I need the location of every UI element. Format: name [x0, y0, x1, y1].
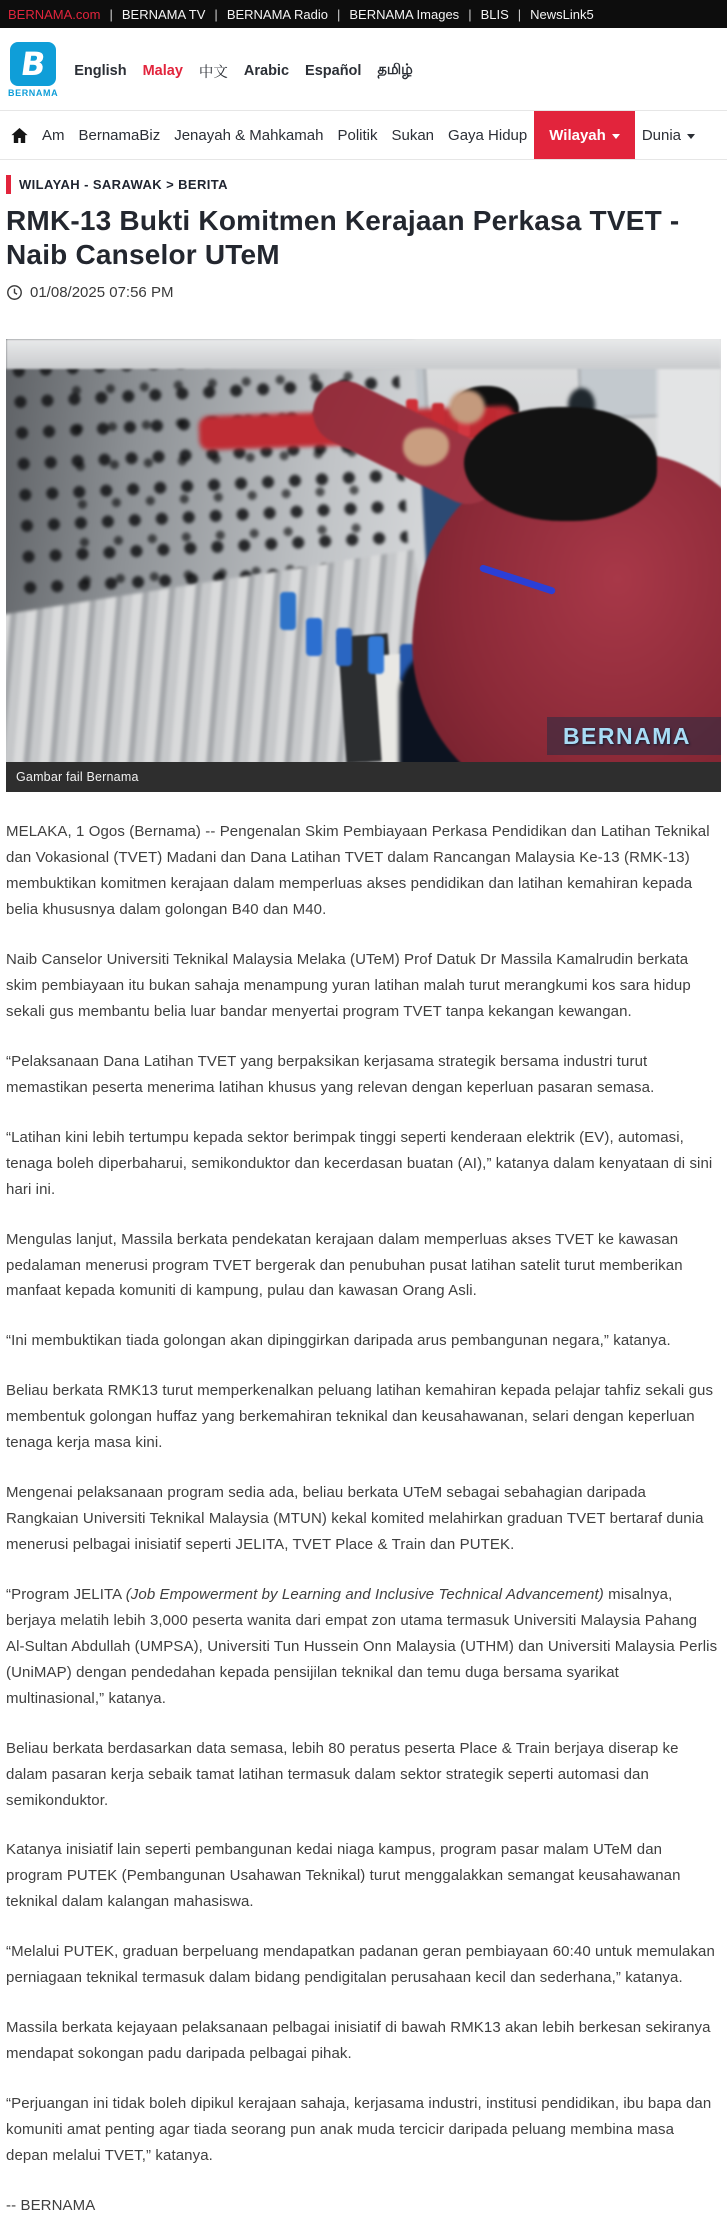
main-nav: [0, 110, 727, 160]
nav-item-label: Wilayah: [549, 126, 606, 144]
photo-student-hair: [464, 407, 657, 521]
article-paragraph: [6, 819, 718, 923]
logo-wordmark: BERNAMA: [8, 88, 59, 98]
nav-item-label: Politik: [337, 126, 378, 144]
chevron-down-icon: [612, 134, 620, 139]
topbar-link-newslink5[interactable]: NewsLink5: [530, 6, 594, 22]
article-paragraph: [6, 2015, 718, 2067]
article-paragraph: [6, 1480, 718, 1558]
article-paragraph: [6, 1837, 718, 1915]
language-option[interactable]: Malay: [142, 63, 183, 79]
topbar-link-bernama-com[interactable]: BERNAMA.com: [8, 6, 101, 22]
topbar-separator: |: [517, 6, 522, 22]
article-paragraph: [6, 1125, 718, 1203]
chevron-down-icon: [687, 134, 695, 139]
language-option[interactable]: English: [74, 63, 127, 79]
language-option[interactable]: Español: [305, 63, 362, 79]
paragraph-text: Katanya inisiatif lain seperti pembangunan kedai niaga kampus, program pasar malam UTeM dan program PUTEK (Pembangunan Usahawan Teknikal) turut menggalakkan semangat keusahawanan teknikal dalam kalangan mahasiswa.: [6, 1841, 681, 1911]
nav-item-label: Dunia: [641, 126, 682, 144]
language-option[interactable]: 中文: [198, 64, 228, 81]
photo-watermark-band: [547, 717, 721, 755]
nav-item-bernamabiz[interactable]: [72, 111, 168, 159]
topbar-link-bernama-radio[interactable]: BERNAMA Radio: [226, 6, 328, 22]
bernama-logo-icon: [10, 42, 56, 86]
topbar-link-blis[interactable]: BLIS: [480, 6, 509, 22]
paragraph-text: “Program JELITA: [6, 1585, 126, 1603]
paragraph-text: Naib Canselor Universiti Teknikal Malaysia Melaka (UTeM) Prof Datuk Dr Massila Kamalrudin berkata skim pembiayaan itu bukan sahaja menampung yuran latihan malah turut merangkumi kos sara hidup sekali gus membantu belia luar bandar menyertai program TVET tanpa kekangan kewangan.: [6, 951, 691, 1020]
breadcrumb-accent-bar: [6, 175, 11, 194]
nav-item-label: Sukan: [391, 126, 435, 144]
photo-student-hand: [449, 390, 485, 424]
bernama-watermark: BERNAMA: [562, 722, 691, 749]
paragraph-text: Beliau berkata berdasarkan data semasa, lebih 80 peratus peserta Place & Train berjaya diserap ke dalam pasaran kerja sebaik tamat latihan termasuk dalam sektor strategik seperti automasi dan semikonduktor.: [6, 1739, 679, 1809]
nav-item-label: Am: [42, 126, 65, 144]
article-paragraph: [6, 1378, 718, 1456]
article-paragraph: [6, 947, 718, 1025]
publish-datetime: 01/08/2025 07:56 PM: [30, 284, 174, 302]
paragraph-text: (Job Empowerment by Learning and Inclusive Technical Advancement): [125, 1585, 604, 1603]
language-list: [74, 61, 413, 82]
topbar-separator: |: [214, 6, 218, 22]
photo-panel-frame: [6, 339, 721, 369]
article: [0, 175, 727, 2219]
article-paragraph: [6, 1049, 718, 1101]
language-option[interactable]: Arabic: [243, 63, 290, 79]
photo-blue-connectors: [306, 618, 322, 656]
home-icon: [10, 126, 29, 145]
page-title: RMK-13 Bukti Komitmen Kerajaan Perkasa TVET - Naib Canselor UTeM: [6, 205, 680, 271]
topbar-link-bernama-tv[interactable]: BERNAMA TV: [121, 6, 206, 22]
nav-item-dunia[interactable]: [635, 111, 702, 159]
article-paragraph: [6, 1227, 718, 1305]
article-paragraph: [6, 1328, 718, 1354]
topbar-separator: |: [336, 6, 341, 22]
paragraph-text: -- BERNAMA: [6, 2196, 96, 2214]
bernama-logo[interactable]: [8, 42, 58, 98]
nav-item-label: Gaya Hidup: [448, 126, 528, 144]
nav-item-gaya-hidup[interactable]: [441, 111, 534, 159]
clock-icon: [6, 284, 23, 301]
breadcrumb[interactable]: WILAYAH - SARAWAK > BERITA: [19, 177, 228, 192]
article-body: [6, 792, 721, 2218]
logo-letter: B: [18, 45, 48, 83]
paragraph-text: misalnya, berjaya melatih lebih 3,000 peserta wanita dari empat zon utama termasuk Universiti Malaysia Pahang Al-Sultan Abdullah (UMPSA), Universiti Tun Hussein Onn Malaysia (UTHM) dan Universiti Malaysia Perlis (UniMAP) dengan pendedahan kepada pensijilan teknikal dan temu duga bersama syarikat multinasional,” katanya.: [6, 1585, 718, 1707]
publish-date-row: [6, 284, 721, 301]
photo-caption: Gambar fail Bernama: [6, 762, 721, 792]
topbar-separator: |: [468, 6, 472, 22]
nav-item-sukan[interactable]: [384, 111, 441, 159]
nav-item-label: Jenayah & Mahkamah: [174, 126, 324, 144]
top-sites-bar: [0, 0, 727, 28]
breadcrumb-row: [6, 175, 721, 194]
article-paragraph: [6, 2091, 718, 2169]
paragraph-text: Beliau berkata RMK13 turut memperkenalkan peluang latihan kemahiran kepada pelajar tahfiz sekali gus membentuk golongan huffaz yang berkemahiran teknikal dan keusahawanan, selari dengan keperluan tenaga kerja masa kini.: [6, 1382, 714, 1452]
nav-item-politik[interactable]: [330, 111, 384, 159]
article-signoff: [6, 2193, 718, 2219]
nav-item-label: BernamaBiz: [78, 126, 161, 144]
paragraph-text: MELAKA, 1 Ogos (Bernama) -- Pengenalan Skim Pembiayaan Perkasa Pendidikan dan Latihan Teknikal dan Vokasional (TVET) Madani dan Dana Latihan TVET dalam Rancangan Malaysia Ke-13 (RMK-13) membuktikan komitmen kerajaan dalam memperluas akses pendidikan dan latihan kemahiran kepada belia khususnya dalam golongan B40 dan M40.: [6, 823, 710, 919]
site-header: [0, 28, 727, 110]
article-paragraph: [6, 1582, 718, 1712]
paragraph-text: “Perjuangan ini tidak boleh dipikul kerajaan sahaja, kerjasama industri, institusi pendidikan, ibu bapa dan komuniti amat penting agar tiada seorang pun anak muda tercicir daripada peluang membina masa depan melalui TVET,” katanya.: [6, 2095, 712, 2164]
nav-home[interactable]: [6, 111, 35, 159]
paragraph-text: “Melalui PUTEK, graduan berpeluang mendapatkan padanan geran pembiayaan 60:40 untuk memulakan perniagaan teknikal termasuk dalam bidang pendigitalan perusahaan kecil dan sederhana,” katanya.: [6, 1943, 715, 1987]
paragraph-text: “Ini membuktikan tiada golongan akan dipinggirkan daripada arus pembangunan negara,” katanya.: [6, 1332, 671, 1350]
paragraph-text: “Pelaksanaan Dana Latihan TVET yang berpaksikan kerjasama strategik bersama industri turut memastikan peserta menerima latihan khusus yang relevan dengan keperluan pasaran semasa.: [6, 1052, 655, 1096]
article-paragraph: [6, 1939, 718, 1991]
paragraph-text: Massila berkata kejayaan pelaksanaan pelbagai inisiatif di bawah RMK13 akan lebih berkesan sekiranya mendapat sokongan padu daripada pelbagai pihak.: [6, 2019, 711, 2063]
paragraph-text: Mengulas lanjut, Massila berkata pendekatan kerajaan dalam memperluas akses TVET ke kawasan pedalaman menerusi program TVET bergerak dan penubuhan pusat latihan satelit turut memberikan manfaat kepada komuniti di kampung, pulau dan kawasan Orang Asli.: [6, 1230, 683, 1300]
nav-item-jenayah-mahkamah[interactable]: [167, 111, 330, 159]
topbar-link-bernama-images[interactable]: BERNAMA Images: [349, 6, 460, 22]
language-option[interactable]: தமிழ்: [377, 62, 413, 78]
nav-item-am[interactable]: [35, 111, 72, 159]
topbar-separator: |: [109, 6, 113, 22]
nav-item-wilayah[interactable]: [534, 111, 635, 159]
paragraph-text: Mengenai pelaksanaan program sedia ada, beliau berkata UTeM sebagai sebahagian daripada Rangkaian Universiti Teknikal Malaysia (MTUN) kekal komited melahirkan graduan TVET bertaraf dunia menerusi pelbagai inisiatif seperti JELITA, TVET Place & Train dan PUTEK.: [6, 1484, 704, 1553]
article-photo: [6, 339, 721, 762]
paragraph-text: “Latihan kini lebih tertumpu kepada sektor berimpak tinggi seperti kenderaan elektrik (EV), automasi, tenaga boleh diperbaharui, semikonduktor dan kecerdasan buatan (AI),” katanya dalam kenyataan di sini hari ini.: [6, 1128, 713, 1198]
